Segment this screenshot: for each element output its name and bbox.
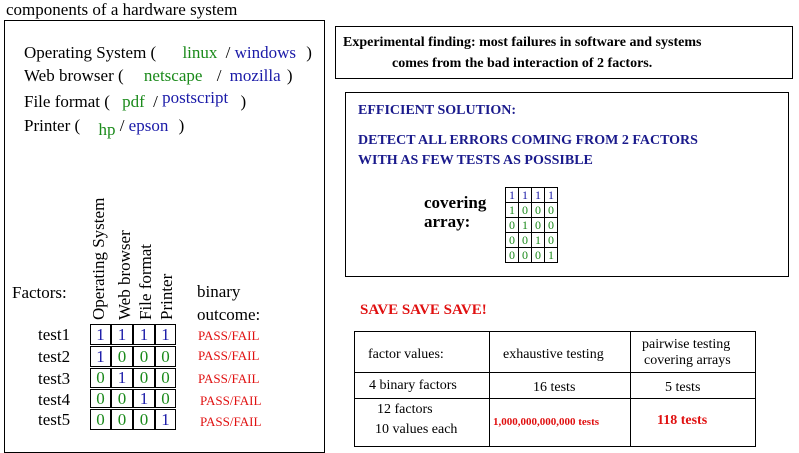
test-cell: 0 [133,346,155,367]
test-cell: 0 [90,368,111,388]
option-epson: epson [128,116,169,135]
test-outcome: PASS/FAIL [198,328,260,343]
test-cell: 0 [111,389,133,408]
test-cell: 0 [133,409,155,430]
row2-factor-2: 10 values each [375,422,458,437]
covering-array-label-1: covering [424,193,487,212]
table-hline [354,372,756,373]
array-cell: 1 [544,187,558,203]
test-cell: 1 [90,346,111,367]
option-postscript: postscript [162,88,229,107]
test-cell: 0 [111,409,133,430]
array-cell: 1 [518,187,532,203]
test-name: test2 [38,347,71,366]
test-cell: 1 [155,409,176,430]
header-pairwise-2: covering arrays [644,353,731,368]
factor-header-fileformat: File format [136,243,155,320]
save-banner: SAVE SAVE SAVE! [360,302,487,318]
test-cell: 0 [111,346,133,367]
close-paren: ) [178,116,185,135]
array-cell: 1 [505,187,519,203]
option-windows: windows [234,43,297,62]
array-cell: 0 [505,247,519,263]
array-cell: 0 [505,217,519,233]
factor-header-browser: Web browser [115,230,134,320]
panel-heading: components of a hardware system [6,0,238,19]
test-cell: 1 [155,324,176,345]
array-cell: 0 [544,217,558,233]
array-cell: 0 [531,247,545,263]
solution-line-2: WITH AS FEW TESTS AS POSSIBLE [358,153,593,168]
slash: / [216,66,222,85]
test-cell: 0 [90,389,111,408]
array-cell: 1 [531,187,545,203]
component-fileformat [24,88,247,112]
array-cell: 0 [531,217,545,233]
test-outcome: PASS/FAIL [198,371,260,386]
slash: / [225,43,231,62]
solution-box [345,92,789,277]
component-label: Web browser ( [24,66,124,85]
array-cell: 1 [505,202,519,218]
test-cell: 0 [155,389,176,408]
array-cell: 0 [544,202,558,218]
array-cell: 0 [505,232,519,248]
test-cell: 1 [133,324,155,345]
row2-exhaustive: 1,000,000,000,000 tests [493,416,600,428]
option-netscape: netscape [143,66,203,85]
array-cell: 0 [531,202,545,218]
array-cell: 1 [531,232,545,248]
header-exhaustive: exhaustive testing [503,347,604,362]
finding-line-1: Experimental finding: most failures in software and systems [343,35,702,50]
test-cell: 1 [111,324,133,345]
test-cell: 0 [155,368,176,388]
factor-header-os: Operating System [89,197,108,320]
row2-factor-1: 12 factors [377,402,433,417]
slash: / [119,116,125,135]
component-label: Printer ( [24,116,81,135]
outcome-label-1: binary [197,282,241,301]
test-outcome: PASS/FAIL [200,393,262,408]
option-pdf: pdf [122,92,145,111]
array-cell: 1 [544,247,558,263]
test-cell: 1 [90,324,111,345]
row1-exhaustive: 16 tests [533,380,576,395]
array-cell: 1 [518,217,532,233]
component-os [24,43,312,63]
test-name: test1 [38,325,71,344]
test-name: test5 [38,410,71,429]
solution-title: EFFICIENT SOLUTION: [358,103,517,118]
factors-label: Factors: [12,283,67,302]
table-hline [354,398,756,399]
option-linux: linux [182,43,218,62]
header-factor-values: factor values: [368,347,444,362]
table-vline [489,331,490,447]
solution-line-1: DETECT ALL ERRORS COMING FROM 2 FACTORS [358,133,698,148]
component-printer [24,116,185,139]
slash: / [153,92,158,111]
factor-header-printer: Printer [157,273,176,320]
array-cell: 0 [518,232,532,248]
test-cell: 0 [90,409,111,430]
component-label: Operating System ( [24,43,157,62]
array-cell: 0 [544,232,558,248]
close-paren: ) [240,92,247,111]
test-cell: 0 [155,346,176,367]
row1-factor: 4 binary factors [369,378,457,393]
close-paren: ) [286,66,293,85]
table-vline [630,331,631,447]
test-cell: 0 [133,368,155,388]
option-hp: hp [98,120,116,139]
array-cell: 0 [518,202,532,218]
component-browser [24,66,293,86]
test-cell: 1 [133,389,155,408]
row2-pairwise: 118 tests [657,413,708,428]
test-name: test3 [38,369,71,388]
test-outcome: PASS/FAIL [198,348,260,363]
test-cell: 1 [111,368,133,388]
option-mozilla: mozilla [229,66,281,85]
test-outcome: PASS/FAIL [200,414,262,429]
finding-line-2: comes from the bad interaction of 2 factors. [392,56,653,71]
test-name: test4 [38,390,71,409]
close-paren: ) [306,43,312,62]
outcome-label-2: outcome: [197,305,261,324]
component-label: File format ( [24,92,110,111]
covering-array-label-2: array: [424,212,471,231]
array-cell: 0 [518,247,532,263]
header-pairwise-1: pairwise testing [642,337,731,352]
row1-pairwise: 5 tests [665,380,701,395]
